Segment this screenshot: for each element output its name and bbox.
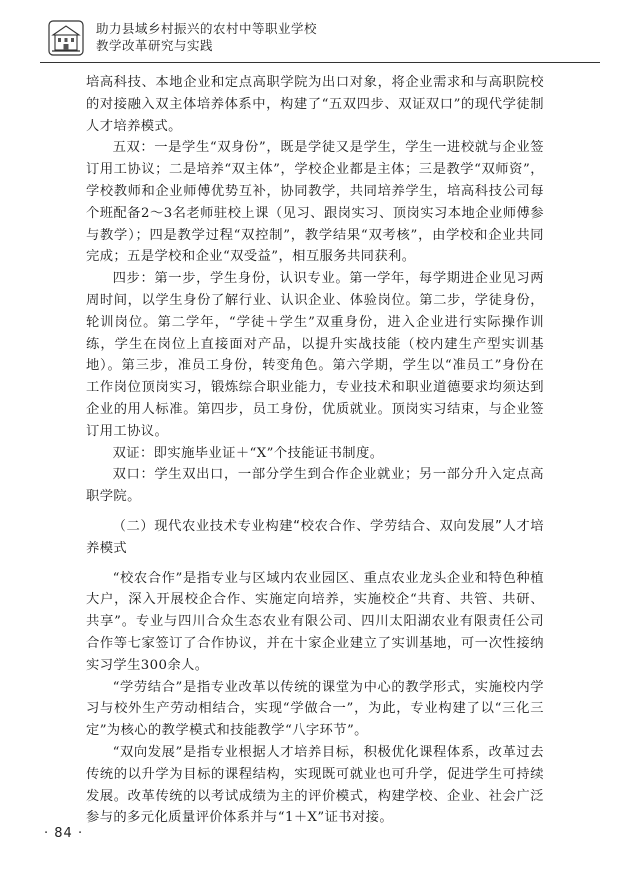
header-divider: [40, 62, 600, 63]
paragraph-four-steps: 四步：第一步，学生身份，认识专业。第一学年，每学期进企业见习两周时间，以学生身份了解行业、认识企业、体验岗位。第二步，学徒身份，轮训岗位。第二学年，“学徒＋学生”双重身份，进入企业进行实际操作训练，学生在岗位上直接面对产品，以提升实战技能（校内建生产型实训基地）。第三步，准员工身份，转变角色。第六学期，学生以“准员工”身份在工作岗位顶岗实习，锻炼综合职业能力，专业技术和职业道德要求均须达到企业的用人标准。第四步，员工身份，优质就业。顶岗实习结束，与企业签订用工协议。: [86, 271, 544, 439]
paragraph-dual-exits: 双口：学生双出口，一部分学生到合作企业就业；另一部分升入定点高职学院。: [86, 467, 544, 505]
paragraph-five-doubles: 五双：一是学生“双身份”，既是学徒又是学生，学生一进校就与企业签订用工协议；二是培养“双主体”，学校企业都是主体；三是教学“双师资”，学校教师和企业师傅优势互补，协同教学，共同培养学生，培高科技公司每个班配备2～3名老师驻校上课（见习、跟岗实习、顶岗实习本地企业师傅参与教学）；四是教学过程“双控制”，教学结果“双考核”，由学校和企业共同完成；五是学校和企业“双受益”，相互服务共同获利。: [86, 140, 544, 265]
paragraph-school-farm-cooperation: “校农合作”是指专业与区域内农业园区、重点农业龙头企业和特色种植大户，深入开展校企合作、实施定向培养，实施校企“共育、共管、共研、共享”。专业与四川合众生态农业有限公司、四川太阳湖农业有限责任公司合作等七家签订了合作协议，并在十家企业建立了实训基地，可一次性接纳实习学生300余人。: [86, 570, 544, 673]
header-title: [96, 20, 317, 54]
paragraph-dual-certificates: 双证：即实施毕业证＋“X”个技能证书制度。: [112, 445, 384, 461]
paragraph-study-labor-combination: “学劳结合”是指专业改革以传统的课堂为中心的教学形式，实施校内学习与校外生产劳动相结合，实现“学做合一”，为此，专业构建了以“三化三定”为核心的教学模式和技能教学“八字环节”。: [86, 679, 544, 739]
section-heading: （二）现代农业技术专业构建“校农合作、学劳结合、双向发展”人才培养模式: [86, 518, 544, 556]
running-header: [40, 14, 600, 60]
page-number: · 84 ·: [44, 826, 84, 841]
header-title-line-1: 助力县域乡村振兴的农村中等职业学校: [96, 21, 318, 36]
paragraph-continuation: 培高科技、本地企业和定点高职学院为出口对象，将企业需求和与高职院校的对接融入双主体培养体系中，构建了“五双四步、双证双口”的现代学徒制人才培养模式。: [86, 75, 544, 134]
school-building-emblem-icon: [48, 20, 84, 56]
page-body: [86, 72, 544, 829]
header-title-line-2: 教学改革研究与实践: [96, 38, 214, 53]
paragraph-two-way-development: “双向发展”是指专业根据人才培养目标，积极优化课程体系，改革过去传统的以升学为目标的课程结构，实现既可就业也可升学，促进学生可持续发展。改革传统的以考试成绩为主的评价模式，构建学校、企业、社会广泛参与的多元化质量评价体系并与“1＋X”证书对接。: [86, 744, 544, 826]
